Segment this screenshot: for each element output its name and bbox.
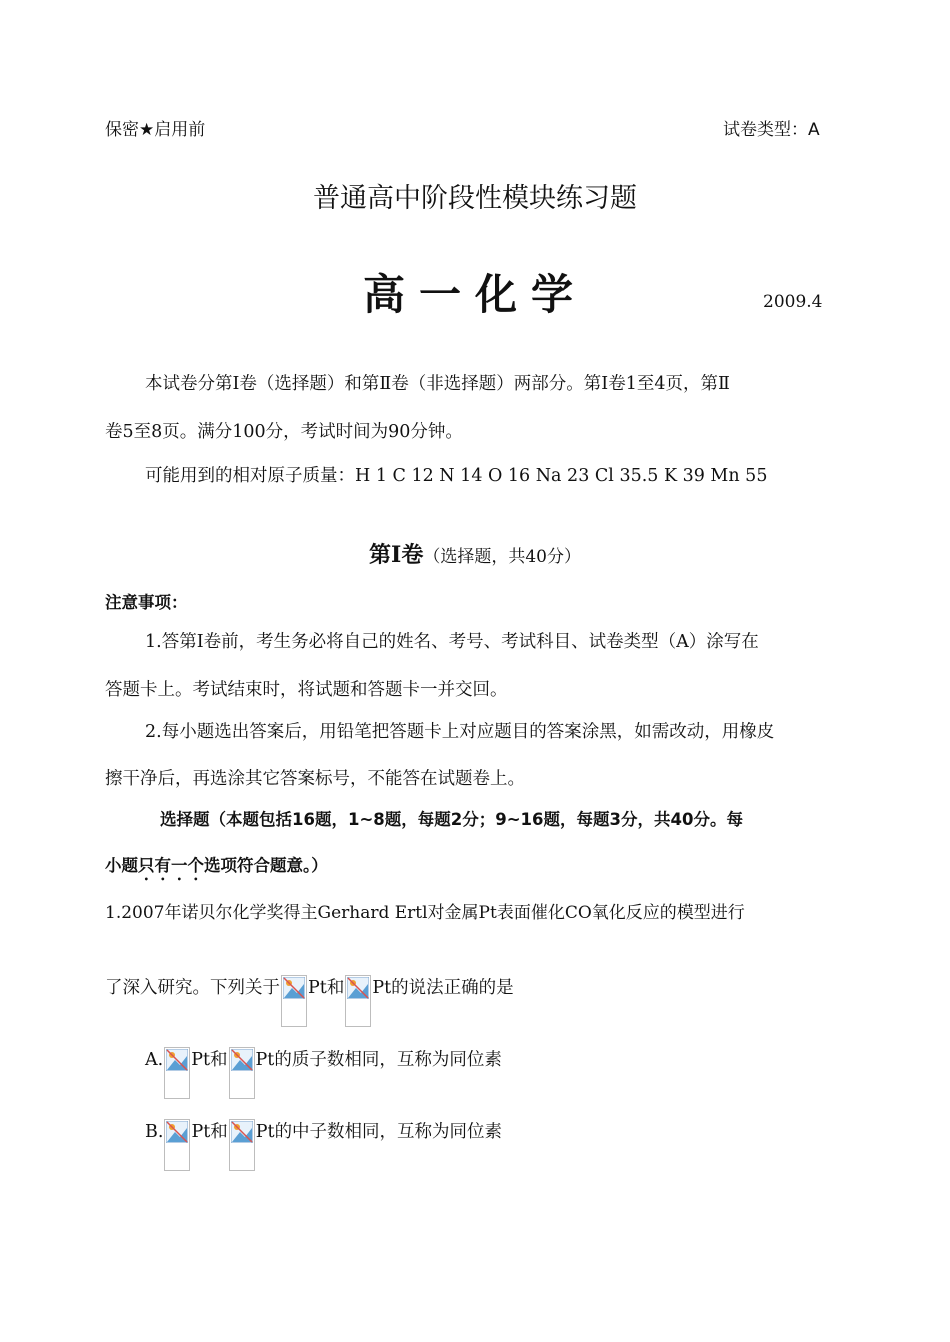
question-1-line-2: 了深入研究。下列关于 Pt和 Pt的说法正确的是 [105, 974, 514, 1027]
isotope-image-icon [345, 975, 371, 1027]
exam-subtitle: 普通高中阶段性模块练习题 [313, 183, 637, 214]
choice-intro-line-2: 小题只有一个选项符合题意。） [105, 856, 328, 875]
isotope-image-icon [229, 1047, 255, 1099]
emphasis-only-one: 只有一个 [138, 856, 204, 875]
intro-line-2: 卷5至8页。满分100分，考试时间为90分钟。 [105, 422, 463, 442]
notice-item-2-line-1: 2.每小题选出答案后，用铅笔把答题卡上对应题目的答案涂黑，如需改动，用橡皮 [145, 722, 775, 742]
section-heading [0, 538, 950, 569]
paper-type-label: 试卷类型：A [723, 120, 820, 140]
confidential-label: 保密★启用前 [105, 120, 206, 140]
intro-line-1: 本试卷分第Ⅰ卷（选择题）和第Ⅱ卷（非选择题）两部分。第Ⅰ卷1至4页，第Ⅱ [145, 374, 730, 394]
exam-title: 高一化学 [362, 270, 587, 319]
atomic-masses: 可能用到的相对原子质量：H 1 C 12 N 14 O 16 Na 23 Cl 35.5 K 39 Mn 55 [145, 466, 768, 486]
option-a: A. Pt和 Pt的质子数相同，互称为同位素 [145, 1046, 502, 1099]
isotope-image-icon [281, 975, 307, 1027]
choice-intro-line-1: 选择题（本题包括16题，1~8题，每题2分；9~16题，每题3分，共40分。每 [160, 810, 743, 829]
notice-item-1-line-1: 1.答第Ⅰ卷前，考生务必将自己的姓名、考号、考试科目、试卷类型（A）涂写在 [145, 632, 759, 652]
notice-heading: 注意事项： [105, 593, 188, 612]
notice-item-1-line-2: 答题卡上。考试结束时，将试题和答题卡一并交回。 [105, 680, 508, 700]
section-title: 第Ⅰ卷 [369, 542, 424, 568]
option-b: B. Pt和 Pt的中子数相同，互称为同位素 [145, 1118, 502, 1171]
section-subtitle: （选择题，共40分） [423, 547, 581, 567]
question-1-line-1: 1.2007年诺贝尔化学奖得主Gerhard Ertl对金属Pt表面催化CO氧化反应的模型进行 [105, 903, 745, 923]
isotope-image-icon [164, 1119, 190, 1171]
isotope-image-icon [164, 1047, 190, 1099]
exam-date: 2009.4 [763, 292, 823, 312]
isotope-image-icon [229, 1119, 255, 1171]
notice-item-2-line-2: 擦干净后，再选涂其它答案标号，不能答在试题卷上。 [105, 769, 525, 789]
